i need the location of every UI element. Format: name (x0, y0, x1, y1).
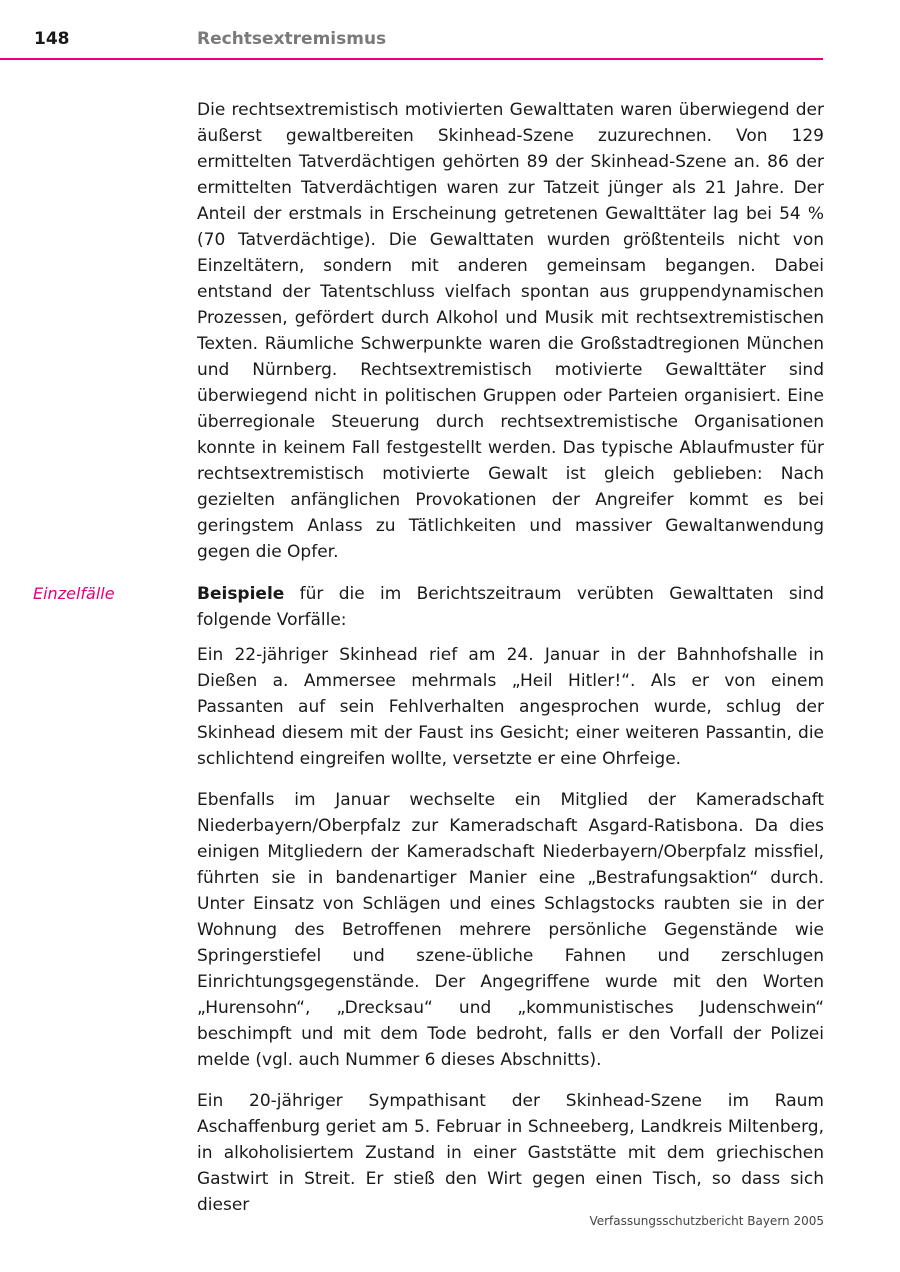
paragraph-case-2: Ebenfalls im Januar wechselte ein Mitglied der Kameradschaft Niederbayern/Oberpfalz zur Kameradschaft Asgard-Ratisbona. Da dies einigen Mitgliedern der Kameradschaft Niederbayern/Oberpfalz missfiel, führten sie in bandenartiger Manier eine „Bestrafungsaktion“ durch. Unter Einsatz von Schlägen und eines Schlagstocks raubten sie in der Wohnung des Betroffenen mehrere persönliche Gegenstände wie Springerstiefel und szene-übliche Fahnen und zerschlugen Einrichtungsgegenstände. Der Angegriffene wurde mit den Worten „Hurensohn“, „Drecksau“ und „kommunistisches Judenschwein“ beschimpft und mit dem Tode bedroht, falls er den Vorfall der Polizei melde (vgl. auch Nummer 6 dieses Abschnitts). (197, 790, 824, 1070)
paragraph-examples-intro (197, 581, 824, 633)
page-header (0, 0, 823, 60)
running-title: Rechtsextremismus (197, 29, 387, 49)
body-text (33, 97, 824, 1218)
paragraph-overview: Die rechtsextremistisch motivierten Gewalttaten waren überwiegend der äußerst gewaltbereiten Skinhead-Szene zuzurechnen. Von 129 ermittelten Tatverdächtigen gehörten 89 der Skinhead-Szene an. 86 der ermittelten Tatverdächtigen waren zur Tatzeit jünger als 21 Jahre. Der Anteil der erstmals in Erscheinung getretenen Gewalttäter lag bei 54 % (70 Tatverdächtige). Die Gewalttaten wurden größtenteils nicht von Einzeltätern, sondern mit anderen gemeinsam begangen. Dabei entstand der Tatentschluss vielfach spontan aus gruppendynamischen Prozessen, gefördert durch Alkohol und Musik mit rechtsextremistischen Texten. Räumliche Schwerpunkte waren die Großstadtregionen München und Nürnberg. Rechtsextremistisch motivierte Gewalttäter sind überwiegend nicht in politischen Gruppen oder Parteien organisiert. Eine überregionale Steuerung durch rechtsextremistische Organisationen konnte in keinem Fall festgestellt werden. Das typische Ablaufmuster für rechtsextremistisch motivierte Gewalt ist gleich geblieben: Nach gezielten anfänglichen Provokationen der Angreifer kommt es bei geringstem Anlass zu Tätlichkeiten und massiver Gewaltanwendung gegen die Opfer. (197, 100, 824, 562)
intro-rest: für die im Berichtszeitraum verübten Gewalttaten sind folgende Vorfälle: (197, 584, 824, 630)
section-einzelfaelle (33, 581, 824, 1218)
intro-bold-term: Beispiele (197, 584, 285, 604)
paragraph-case-3: Ein 20-jähriger Sympathisant der Skinhead-Szene im Raum Aschaffenburg geriet am 5. Februar in Schneeberg, Landkreis Miltenberg, in alkoholisiertem Zustand in einer Gaststätte mit dem griechischen Gastwirt in Streit. Er stieß den Wirt gegen einen Tisch, so dass sich dieser (197, 1091, 824, 1215)
paragraph-case-1: Ein 22-jähriger Skinhead rief am 24. Januar in der Bahnhofshalle in Dießen a. Ammersee mehrmals „Heil Hitler!“. Als er von einem Passanten auf sein Fehlverhalten angesprochen wurde, schlug der Skinhead diesem mit der Faust ins Gesicht; einer weiteren Passantin, die schlichtend eingreifen wollte, versetzte er eine Ohrfeige. (197, 645, 824, 769)
page-number: 148 (34, 29, 70, 49)
page-footer: Verfassungsschutzbericht Bayern 2005 (589, 1214, 824, 1228)
margin-note: Einzelfälle (33, 584, 115, 603)
